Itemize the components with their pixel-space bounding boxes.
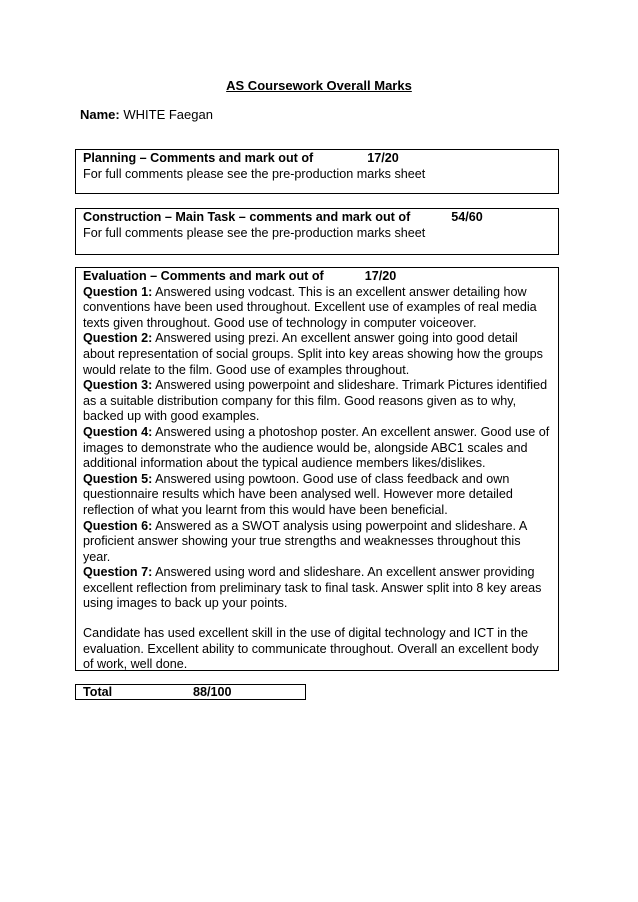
planning-heading-label: Planning – Comments and mark out of — [83, 151, 314, 165]
document-title: AS Coursework Overall Marks — [226, 78, 412, 93]
evaluation-question-7 — [83, 565, 551, 612]
planning-text: For full comments please see the pre-production marks sheet — [83, 166, 426, 181]
total-box — [75, 684, 306, 700]
question-label: Question 1: — [83, 284, 153, 299]
question-label: Question 3: — [83, 378, 153, 393]
planning-section — [75, 149, 559, 194]
question-label: Question 7: — [83, 565, 153, 580]
question-text: Answered using powerpoint and slideshare. Trimark Pictures identified as a suitable distribution company for this film. Good reasons given as to why, backed up with good examples. — [83, 378, 548, 424]
question-text: Answered as a SWOT analysis using powerpoint and slideshare. A proficient answer showing your true strengths and weaknesses throughout this year. — [83, 518, 527, 564]
planning-mark: 17/20 — [367, 151, 399, 165]
question-text: Answered using word and slideshare. An excellent answer providing excellent reflection from preliminary task to final task. Answer split into 8 key areas using images to back up your points. — [83, 565, 542, 611]
name-label: Name: — [80, 107, 120, 122]
construction-heading-label: Construction – Main Task – comments and mark out of — [83, 210, 411, 224]
evaluation-question-1 — [83, 285, 551, 332]
paragraph-spacer — [83, 612, 551, 626]
total-label: Total — [83, 685, 113, 699]
name-value: WHITE Faegan — [119, 107, 213, 122]
evaluation-question-4 — [83, 425, 551, 472]
planning-heading — [83, 151, 551, 167]
evaluation-question-6 — [83, 519, 551, 566]
question-label: Question 6: — [83, 518, 153, 533]
evaluation-heading — [83, 269, 551, 285]
construction-heading — [83, 210, 551, 226]
evaluation-mark: 17/20 — [364, 269, 397, 283]
question-text: Answered using prezi. An excellent answer going into good detail about representation of social groups. Split into key areas showing how the groups would relate to the film. Good use of examples throughout. — [83, 331, 543, 377]
evaluation-section — [75, 267, 559, 671]
question-label: Question 5: — [83, 471, 153, 486]
total-value: 88/100 — [193, 685, 232, 699]
question-label: Question 4: — [83, 424, 153, 439]
evaluation-heading-label: Evaluation – Comments and mark out of — [83, 269, 324, 283]
question-text: Answered using vodcast. This is an excellent answer detailing how conventions have been used throughout. Excellent use of examples of real media texts given throughout. Good use of technology in computer voiceover. — [83, 284, 537, 330]
candidate-name-line — [80, 107, 213, 122]
question-text: Answered using powtoon. Good use of class feedback and own questionnaire results which have been analysed well. However more detailed reflection of what you learnt from this would have been beneficial. — [83, 471, 513, 517]
evaluation-question-2 — [83, 331, 551, 378]
construction-text: For full comments please see the pre-production marks sheet — [83, 225, 426, 240]
question-text: Answered using a photoshop poster. An excellent answer. Good use of images to demonstrate who the audience would be, alongside ABC1 scales and additional information about the typical audience members likes/dislikes. — [83, 424, 550, 471]
evaluation-question-5 — [83, 472, 551, 519]
construction-section — [75, 208, 559, 255]
construction-mark: 54/60 — [451, 210, 483, 224]
evaluation-question-3 — [83, 378, 551, 425]
question-label: Question 2: — [83, 331, 153, 346]
evaluation-summary: Candidate has used excellent skill in the use of digital technology and ICT in the evaluation. Excellent ability to communicate throughout. Overall an excellent body of work, well done. — [83, 626, 539, 672]
